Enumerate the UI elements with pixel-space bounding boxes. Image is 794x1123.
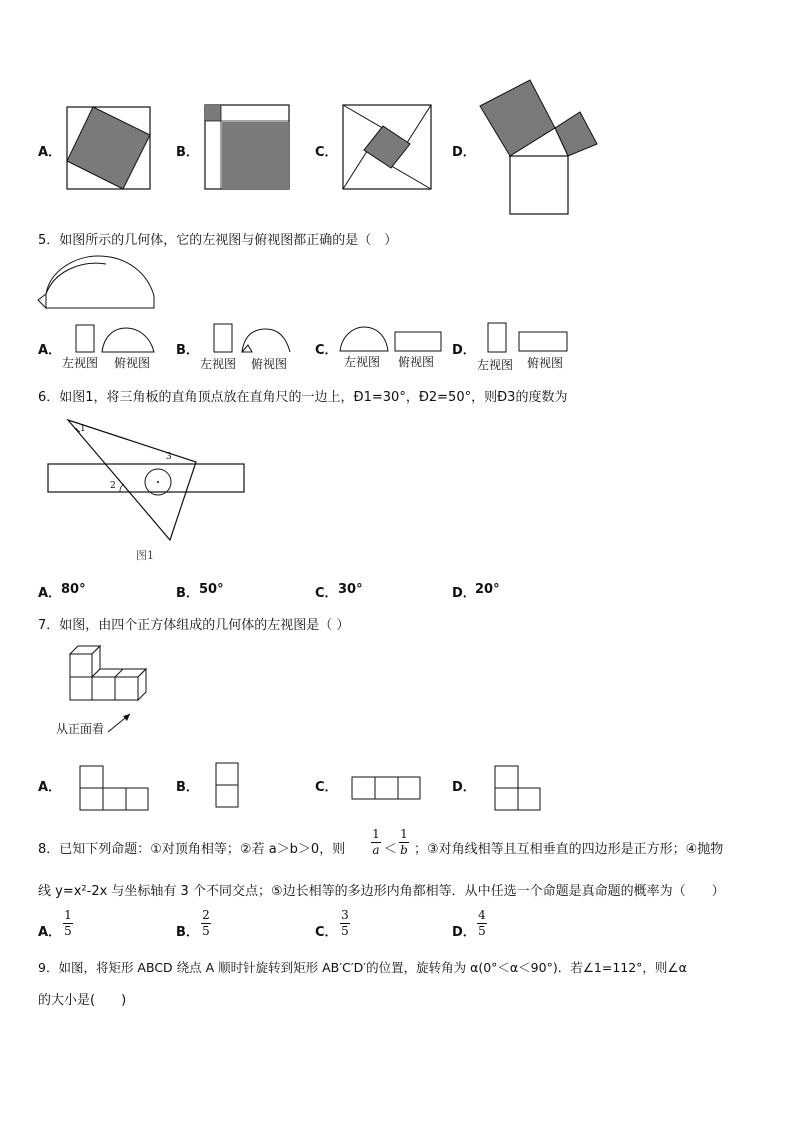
q5-option-d-top-caption: 俯视图 [527, 356, 564, 370]
q8-option-b-num: 2 [202, 908, 210, 922]
q8-option-d-fraction [477, 909, 487, 938]
q8-frac2-num: 1 [400, 827, 408, 841]
q4-option-a-label: A． [38, 145, 62, 160]
q8-option-b-den: 5 [202, 924, 210, 938]
q5-option-a-top-caption: 俯视图 [114, 356, 151, 370]
q7-option-d-figure[interactable] [493, 764, 543, 812]
q7-option-c-figure[interactable] [350, 775, 422, 801]
q5-option-c-top-caption: 俯视图 [398, 355, 435, 369]
q8-option-b-fraction [201, 909, 211, 938]
q4-option-d-label: D． [452, 145, 476, 160]
q7-option-c-label: C． [315, 780, 338, 795]
q6-option-c-label[interactable]: C． [315, 586, 338, 601]
q7-front-view-label: 从正面看 [56, 722, 105, 736]
q6-option-a-value: 80° [61, 582, 86, 597]
q6-option-d-value: 20° [475, 582, 500, 597]
q6-triangle-ruler-figure [46, 418, 248, 542]
q8-option-c-den: 5 [341, 924, 349, 938]
q8-less-than: ＜ [384, 842, 398, 857]
q5-option-c-figure[interactable] [338, 325, 444, 353]
q8-option-b-label[interactable]: B． [176, 925, 199, 940]
q6-question-text: 6．如图1，将三角板的直角顶点放在直角尺的一边上，Ð1=30°，Ð2=50°，则Ð3的度数为 [38, 390, 568, 405]
q8-option-a-den: 5 [64, 924, 72, 938]
q5-option-c-label: C． [315, 343, 338, 358]
q8-option-d-label[interactable]: D． [452, 925, 476, 940]
q8-fraction-1-over-b [399, 828, 409, 857]
q4-option-a-figure[interactable] [66, 106, 152, 190]
q6-option-a-label[interactable]: A． [38, 586, 62, 601]
q5-option-b-figure[interactable] [212, 323, 294, 355]
q5-option-d-left-caption: 左视图 [477, 358, 514, 372]
q8-option-a-fraction [63, 909, 73, 938]
q5-option-b-left-caption: 左视图 [200, 357, 237, 371]
q8-option-a-num: 1 [64, 908, 72, 922]
q8-frac1-num: 1 [372, 827, 380, 841]
q8-option-c-label[interactable]: C． [315, 925, 338, 940]
q6-option-b-label[interactable]: B． [176, 586, 199, 601]
q6-figure-caption: 图1 [136, 549, 154, 562]
q7-option-d-label: D． [452, 780, 476, 795]
q8-fraction-1-over-a [371, 828, 381, 857]
q4-option-b-figure[interactable] [204, 104, 290, 190]
q5-solid-figure [36, 250, 160, 312]
q8-option-d-den: 5 [478, 924, 486, 938]
q8-frac2-den: b [400, 843, 408, 857]
q8-question-text-part1: 8．已知下列命题：①对顶角相等；②若 a＞b＞0，则 [38, 842, 346, 857]
q5-option-a-figure[interactable] [74, 324, 156, 354]
q6-angle-label-1: 1 [80, 424, 86, 434]
q6-option-c-value: 30° [338, 582, 363, 597]
q7-question-text: 7．如图，由四个正方体组成的几何体的左视图是（ ） [38, 618, 350, 633]
q4-option-c-figure[interactable] [342, 104, 432, 190]
q7-option-a-label: A． [38, 780, 62, 795]
q5-question-text: 5．如图所示的几何体，它的左视图与俯视图都正确的是（ ） [38, 233, 398, 248]
q8-option-c-fraction [340, 909, 350, 938]
q5-option-b-top-caption: 俯视图 [251, 357, 288, 371]
q9-question-text-line2: 的大小是( ) [38, 993, 127, 1008]
q8-option-d-num: 4 [478, 908, 486, 922]
q5-option-d-figure[interactable] [486, 322, 570, 356]
q7-option-b-figure[interactable] [214, 761, 240, 809]
q5-option-c-left-caption: 左视图 [344, 355, 381, 369]
q8-question-text-line2: 线 y=x²-2x 与坐标轴有 3 个不同交点；⑤边长相等的多边形内角都相等．从中任选一个命题是真命题的概率为（ ） [38, 884, 725, 899]
q5-option-b-label: B． [176, 343, 199, 358]
q9-question-text-line1: 9．如图，将矩形 ABCD 绕点 A 顺时针旋转到矩形 AB′C′D′的位置，旋转角为 α(0°＜α＜90°)．若∠1=112°，则∠α [38, 960, 687, 975]
q7-option-b-label: B． [176, 780, 199, 795]
q8-option-c-num: 3 [341, 908, 349, 922]
q6-option-b-value: 50° [199, 582, 224, 597]
q6-angle-label-2: 2 [110, 481, 116, 491]
q5-option-a-label: A． [38, 343, 62, 358]
q4-option-d-figure[interactable] [478, 78, 602, 216]
q6-option-d-label[interactable]: D． [452, 586, 476, 601]
q8-option-a-label[interactable]: A． [38, 925, 62, 940]
q8-frac1-den: a [372, 843, 380, 857]
q4-option-c-label: C． [315, 145, 338, 160]
q8-question-text-part2: ；③对角线相等且互相垂直的四边形是正方形；④抛物 [414, 842, 724, 857]
q5-option-d-label: D． [452, 343, 476, 358]
q5-option-a-left-caption: 左视图 [62, 356, 99, 370]
q7-option-a-figure[interactable] [78, 764, 150, 812]
q4-option-b-label: B． [176, 145, 199, 160]
q6-angle-label-3: 3 [166, 452, 172, 462]
